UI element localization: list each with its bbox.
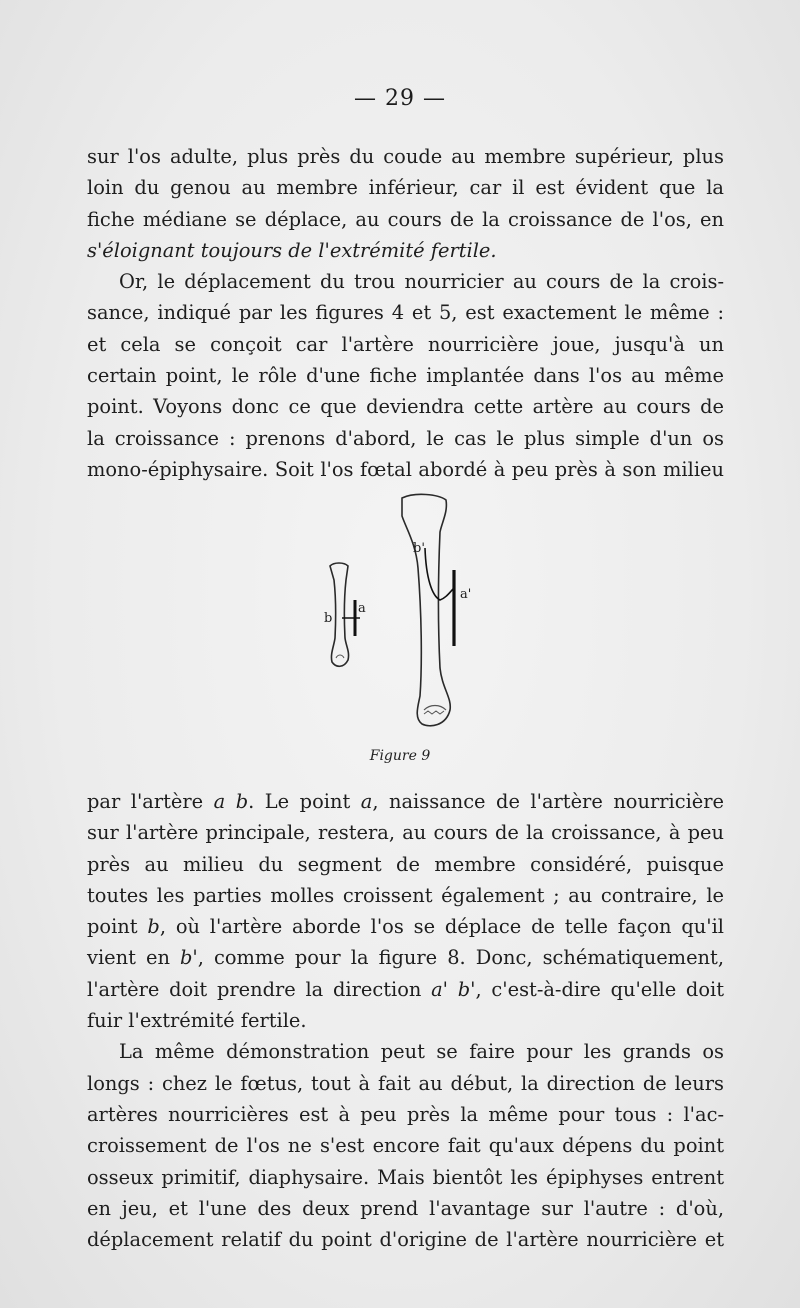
text-line: longs : chez le fœtus, tout à fait au début, la direction de leurs — [87, 1071, 724, 1095]
text-line: vient en b', comme pour la figure 8. Donc, schématiquement, — [87, 946, 724, 970]
large-bone-outline — [402, 494, 450, 725]
text-line: et cela se conçoit car l'artère nourricière joue, jusqu'à un — [87, 332, 724, 356]
large-bone-texture — [424, 711, 444, 714]
large-bone-epiphysis — [424, 706, 446, 711]
text-line: toutes les parties molles croissent également ; au contraire, le — [87, 883, 724, 907]
small-bone-epiphysis — [336, 655, 344, 658]
text-line: fuir l'extrémité fertile. — [87, 1009, 307, 1033]
text-block-bottom — [87, 786, 724, 1255]
text-line: osseux primitif, diaphysaire. Mais bientôt les épiphyses entrent — [87, 1165, 724, 1189]
text-line: en jeu, et l'une des deux prend l'avantage sur l'autre : d'où, — [87, 1196, 724, 1220]
bone-diagram — [300, 488, 500, 738]
text-line: loin du genou au membre inférieur, car il est évident que la — [87, 176, 724, 200]
figure-9-illustration — [300, 488, 500, 738]
text-line: sur l'os adulte, plus près du coude au membre supérieur, plus — [87, 145, 724, 168]
text-line: sance, indiqué par les figures 4 et 5, est exactement le même : — [87, 301, 724, 325]
figure-caption: Figure 9 — [369, 748, 431, 764]
text-line: l'artère doit prendre la direction a' b', c'est-à-dire qu'elle doit — [87, 977, 724, 1001]
text-line: certain point, le rôle d'une fiche implantée dans l'os au même — [87, 364, 724, 388]
text-block-top — [87, 141, 724, 485]
text-line: près au milieu du segment de membre considéré, puisque — [87, 852, 724, 876]
text-line: la croissance : prenons d'abord, le cas le plus simple d'un os — [87, 426, 724, 450]
label-a: a — [358, 601, 366, 616]
text-line: La même démonstration peut se faire pour les grands os — [119, 1040, 724, 1064]
text-line: croissement de l'os ne s'est encore fait qu'aux dépens du point — [87, 1134, 724, 1158]
text-line: fiche médiane se déplace, au cours de la croissance de l'os, en — [87, 207, 724, 231]
text-line: artères nourricières est à peu près la même pour tous : l'ac- — [87, 1102, 724, 1126]
label-b-prime: b' — [413, 541, 425, 556]
text-line: Or, le déplacement du trou nourricier au cours de la crois- — [119, 270, 724, 294]
text-line: sur l'artère principale, restera, au cours de la croissance, à peu — [87, 821, 724, 845]
page-number: — 29 — — [354, 86, 446, 111]
text-line: mono-épiphysaire. Soit l'os fœtal abordé à peu près à son milieu — [87, 457, 724, 481]
text-line: par l'artère a b. Le point a, naissance de l'artère nourricière — [87, 790, 724, 813]
text-line: déplacement relatif du point d'origine de l'artère nourricière et — [87, 1228, 724, 1252]
label-b: b — [324, 611, 333, 626]
text-line: point b, où l'artère aborde l'os se déplace de telle façon qu'il — [87, 915, 724, 939]
text-line: point. Voyons donc ce que deviendra cette artère au cours de — [87, 395, 724, 419]
label-a-prime: a' — [460, 587, 472, 602]
small-bone-outline — [330, 563, 349, 666]
text-line-italic: s'éloignant toujours de l'extrémité fertile. — [87, 238, 497, 262]
